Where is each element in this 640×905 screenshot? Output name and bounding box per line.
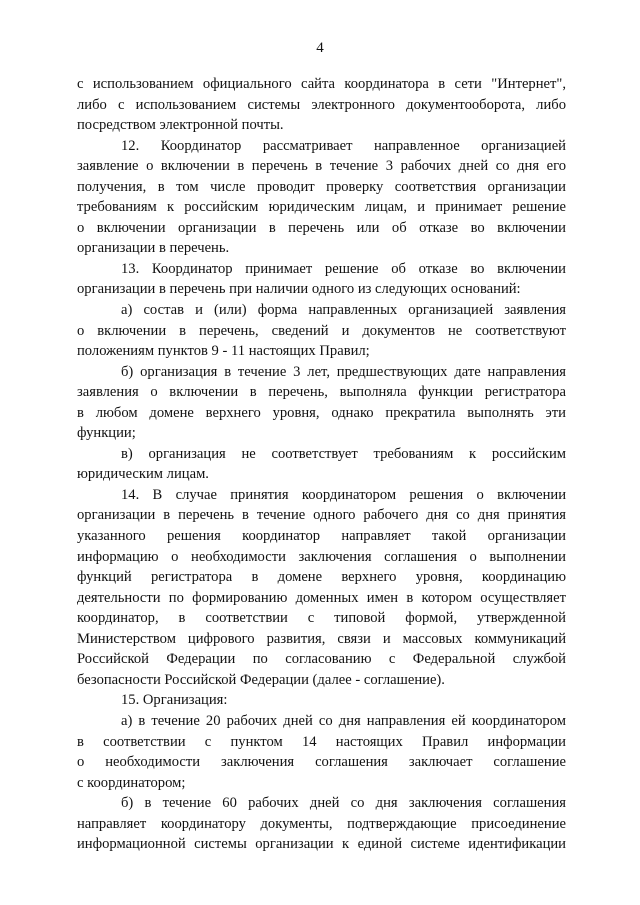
- paragraph-item-13b: [77, 362, 566, 444]
- document-body: [77, 74, 566, 855]
- text-line: организации в перечень при наличии одного из следующих оснований:: [77, 281, 521, 298]
- text-line: в соответствии с пунктом 14 настоящих Правил информации: [77, 733, 566, 750]
- text-line: юридическим лицам.: [77, 466, 209, 483]
- text-line: направляет координатору документы, подтверждающие присоединение: [77, 815, 566, 832]
- paragraph-item-14: [77, 485, 566, 690]
- text-line: посредством электронной почты.: [77, 117, 284, 134]
- paragraph-continuation: [77, 74, 566, 136]
- text-line: о необходимости заключения соглашения заключает соглашение: [77, 754, 566, 771]
- text-line: положениям пунктов 9 - 11 настоящих Правил;: [77, 343, 370, 360]
- paragraph-item-13v: [77, 444, 566, 485]
- text-line: 14. В случае принятия координатором решения о включении: [121, 486, 566, 503]
- text-line: с использованием официального сайта координатора в сети "Интернет",: [77, 76, 566, 92]
- text-line: заявление о включении в перечень в течение 3 рабочих дней со дня его: [77, 158, 566, 175]
- text-line: информационной системы организации к единой системе идентификации: [77, 836, 566, 853]
- text-line: безопасности Российской Федерации (далее - соглашение).: [77, 671, 445, 688]
- text-line: координатор, в соответствии с типовой формой, утвержденной: [77, 610, 566, 627]
- paragraph-item-15: [77, 690, 566, 711]
- page-number: 4: [316, 40, 324, 56]
- paragraph-item-12: [77, 136, 566, 259]
- text-line: б) в течение 60 рабочих дней со дня заключения соглашения: [121, 795, 566, 812]
- text-line: о включении в перечень, сведений и документов не соответствуют: [77, 322, 566, 339]
- text-line: организации в перечень в течение одного рабочего дня со дня принятия: [77, 507, 566, 524]
- text-line: Министерством цифрового развития, связи и массовых коммуникаций: [77, 630, 566, 647]
- text-line: получения, в том числе проводит проверку соответствия организации: [77, 178, 566, 195]
- text-line: 12. Координатор рассматривает направленное организацией: [121, 137, 566, 154]
- text-line: о включении организации в перечень или об отказе во включении: [77, 219, 566, 236]
- text-line: указанного решения координатор направляет такой организации: [77, 528, 566, 545]
- paragraph-item-15b: [77, 793, 566, 855]
- text-line: организации в перечень.: [77, 240, 230, 257]
- paragraph-item-13a: [77, 300, 566, 362]
- text-line: информацию о необходимости заключения соглашения о выполнении: [77, 548, 566, 565]
- text-line: деятельности по формированию доменных имен в котором осуществляет: [77, 589, 566, 606]
- text-line: в) организация не соответствует требованиям к российским: [121, 445, 566, 462]
- text-line: 13. Координатор принимает решение об отказе во включении: [121, 260, 566, 277]
- text-line: функций регистратора в домене верхнего уровня, координацию: [77, 569, 566, 586]
- text-line: с координатором;: [77, 774, 186, 791]
- text-line: б) организация в течение 3 лет, предшествующих дате направления: [121, 363, 566, 380]
- text-line: 15. Организация:: [121, 692, 228, 709]
- text-line: в любом домене верхнего уровня, однако прекратила выполнять эти: [77, 404, 566, 421]
- text-line: функции;: [77, 425, 136, 442]
- text-line: а) состав и (или) форма направленных организацией заявления: [121, 302, 566, 319]
- paragraph-item-13: [77, 259, 566, 300]
- text-line: либо с использованием системы электронного документооборота, либо: [77, 96, 566, 113]
- paragraph-item-15a: [77, 711, 566, 793]
- text-line: заявления о включении в перечень, выполняла функции регистратора: [77, 384, 566, 401]
- text-line: а) в течение 20 рабочих дней со дня направления ей координатором: [121, 712, 566, 729]
- text-line: требованиям к российским юридическим лицам, и принимает решение: [77, 199, 566, 216]
- text-line: Российской Федерации по согласованию с Федеральной службой: [77, 651, 566, 668]
